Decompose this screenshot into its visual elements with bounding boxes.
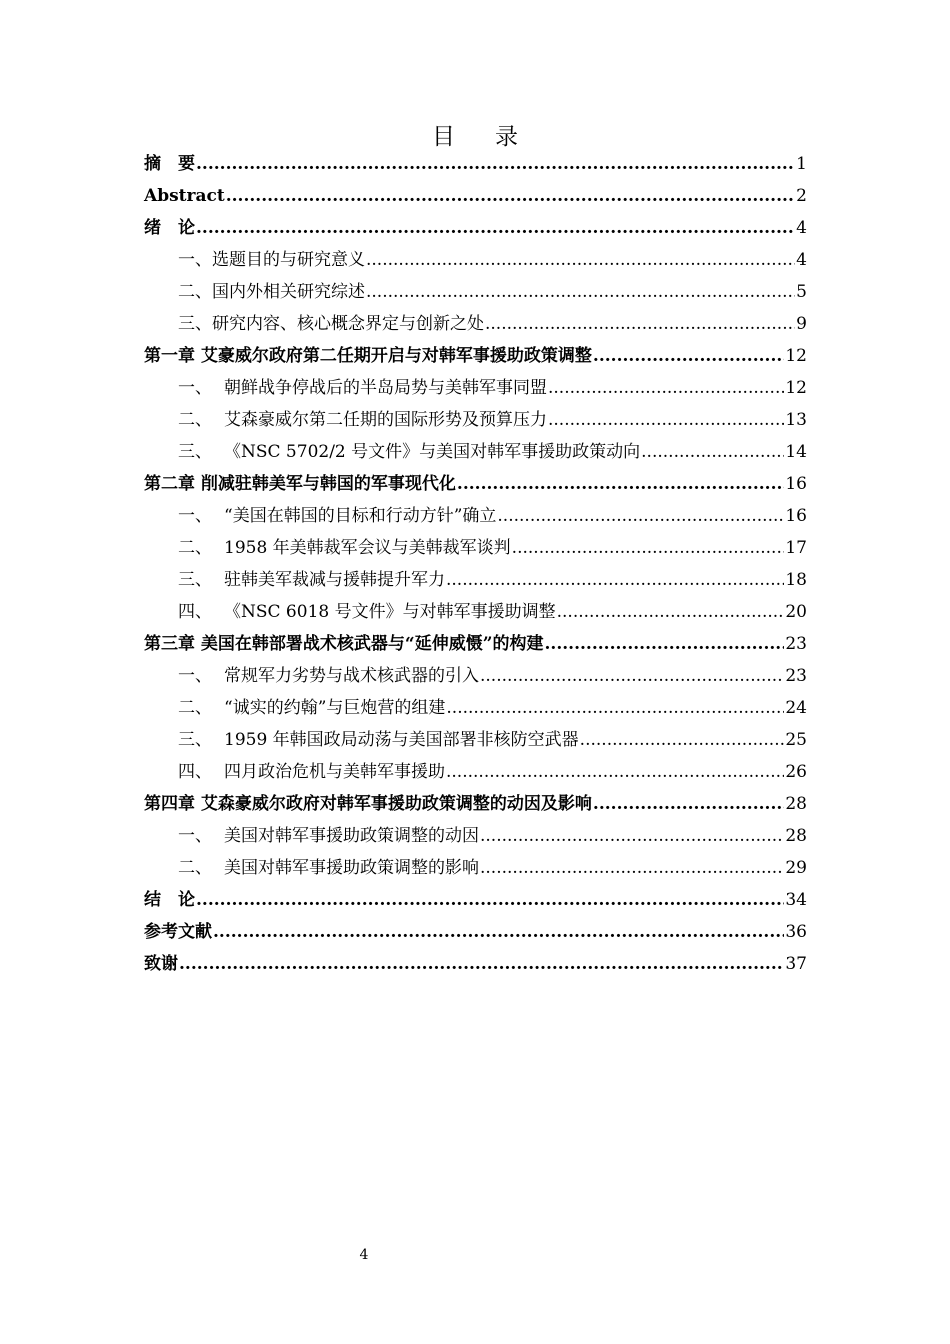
toc-entry-text: 1958 年美韩裁军会议与美韩裁军谈判	[224, 538, 511, 558]
toc-entry-text: 常规军力劣势与战术核武器的引入	[224, 666, 479, 686]
toc-entry-text: 研究内容、核心概念界定与创新之处	[212, 314, 484, 334]
toc-entry-text: 《NSC 5702/2 号文件》与美国对韩军事援助政策动向	[224, 442, 641, 462]
toc-entry-page: 37	[785, 954, 807, 974]
toc-entry[interactable]	[144, 948, 807, 980]
toc-entry[interactable]	[144, 340, 807, 372]
toc-entry-text: 第四章 艾森豪威尔政府对韩军事援助政策调整的动因及影响	[144, 794, 592, 814]
toc-entry-number: 三、	[178, 314, 212, 334]
toc-entry-text: 参考文献	[144, 922, 212, 942]
toc-entry-text: 美国对韩军事援助政策调整的动因	[224, 826, 479, 846]
dot-leader	[196, 148, 795, 180]
toc-entry-number: 二、	[178, 410, 212, 430]
toc-entry-text: 《NSC 6018 号文件》与对韩军事援助调整	[224, 602, 556, 622]
toc-subentry[interactable]	[144, 564, 807, 596]
dot-leader	[480, 820, 784, 852]
toc-entry-text: 四月政治危机与美韩军事援助	[224, 762, 445, 782]
dot-leader	[196, 884, 784, 916]
toc-entry-text: 驻韩美军裁减与援韩提升军力	[224, 570, 445, 590]
toc-entry-page: 4	[796, 250, 807, 270]
toc-entry-text: “诚实的约翰”与巨炮营的组建	[224, 698, 446, 718]
toc-entry-number: 三、	[178, 730, 212, 750]
toc-entry-page: 5	[796, 282, 807, 302]
toc-entry[interactable]	[144, 468, 807, 500]
dot-leader	[544, 628, 784, 660]
dot-leader	[213, 916, 784, 948]
toc-entry-number: 一、	[178, 250, 212, 270]
toc-entry[interactable]	[144, 916, 807, 948]
dot-leader	[548, 404, 784, 436]
toc-entry[interactable]	[144, 884, 807, 916]
toc-entry-number: 一、	[178, 506, 212, 526]
toc-entry-text: 选题目的与研究意义	[212, 250, 365, 270]
toc-entry-number: 一、	[178, 378, 212, 398]
toc-entry-number: 三、	[178, 570, 212, 590]
dot-leader	[446, 692, 784, 724]
toc-entry[interactable]	[144, 628, 807, 660]
toc-entry-number: 二、	[178, 698, 212, 718]
toc-entry-number: 二、	[178, 538, 212, 558]
dot-leader	[557, 596, 785, 628]
toc-entry-page: 34	[785, 890, 807, 910]
toc-subentry[interactable]	[144, 308, 807, 340]
toc-entry-text: 朝鲜战争停战后的半岛局势与美韩军事同盟	[224, 378, 547, 398]
dot-leader	[593, 340, 784, 372]
dot-leader	[446, 756, 784, 788]
toc-entry-text: Abstract	[144, 186, 225, 206]
dot-leader	[446, 564, 784, 596]
toc-entry[interactable]	[144, 148, 807, 180]
toc-entry-text: 第一章 艾豪威尔政府第二任期开启与对韩军事援助政策调整	[144, 346, 592, 366]
dot-leader	[548, 372, 784, 404]
toc-entry-text: 国内外相关研究综述	[212, 282, 365, 302]
dot-leader	[580, 724, 785, 756]
toc-title-right: 录	[495, 124, 518, 150]
toc-entry-page: 23	[785, 666, 807, 686]
toc-entry-text: 结 论	[144, 890, 195, 910]
dot-leader	[179, 948, 784, 980]
toc-entry-page: 16	[785, 474, 807, 494]
toc-entry-number: 四、	[178, 762, 212, 782]
toc-entry-page: 2	[796, 186, 807, 206]
toc-entry-text: 致谢	[144, 954, 178, 974]
toc-subentry[interactable]	[144, 724, 807, 756]
table-of-contents	[144, 148, 807, 980]
toc-entry[interactable]	[144, 212, 807, 244]
toc-entry-page: 16	[785, 506, 807, 526]
toc-subentry[interactable]	[144, 596, 807, 628]
toc-entry-number: 一、	[178, 826, 212, 846]
toc-entry-text: 艾森豪威尔第二任期的国际形势及预算压力	[224, 410, 547, 430]
dot-leader	[457, 468, 784, 500]
toc-entry-number: 三、	[178, 442, 212, 462]
dot-leader	[485, 308, 795, 340]
toc-entry-page: 36	[785, 922, 807, 942]
toc-entry-number: 一、	[178, 666, 212, 686]
dot-leader	[196, 212, 795, 244]
toc-subentry[interactable]	[144, 756, 807, 788]
toc-entry-page: 18	[785, 570, 807, 590]
dot-leader	[226, 180, 795, 212]
toc-subentry[interactable]	[144, 372, 807, 404]
toc-subentry[interactable]	[144, 660, 807, 692]
toc-title-left: 目	[432, 124, 455, 150]
toc-entry-text: 摘 要	[144, 154, 195, 174]
toc-entry-text: 美国对韩军事援助政策调整的影响	[224, 858, 479, 878]
toc-entry-text: 第二章 削减驻韩美军与韩国的军事现代化	[144, 474, 456, 494]
dot-leader	[593, 788, 784, 820]
dot-leader	[480, 660, 784, 692]
toc-subentry[interactable]	[144, 404, 807, 436]
toc-entry-page: 14	[785, 442, 807, 462]
dot-leader	[641, 436, 784, 468]
toc-subentry[interactable]	[144, 500, 807, 532]
dot-leader	[366, 276, 795, 308]
toc-entry-page: 24	[785, 698, 807, 718]
toc-entry-page: 28	[785, 826, 807, 846]
toc-entry-page: 26	[785, 762, 807, 782]
toc-entry-page: 20	[785, 602, 807, 622]
dot-leader	[512, 532, 785, 564]
toc-title	[0, 118, 950, 151]
dot-leader	[366, 244, 795, 276]
toc-subentry[interactable]	[144, 244, 807, 276]
toc-entry-page: 17	[785, 538, 807, 558]
toc-subentry[interactable]	[144, 692, 807, 724]
toc-subentry[interactable]	[144, 820, 807, 852]
toc-entry-number: 二、	[178, 282, 212, 302]
toc-entry[interactable]	[144, 180, 807, 212]
toc-entry-page: 28	[785, 794, 807, 814]
toc-entry-number: 二、	[178, 858, 212, 878]
toc-entry-text: 绪 论	[144, 218, 195, 238]
toc-entry-page: 12	[785, 346, 807, 366]
toc-entry[interactable]	[144, 788, 807, 820]
dot-leader	[497, 500, 784, 532]
toc-entry-text: 1959 年韩国政局动荡与美国部署非核防空武器	[224, 730, 579, 750]
dot-leader	[480, 852, 784, 884]
toc-entry-page: 25	[785, 730, 807, 750]
toc-entry-page: 29	[785, 858, 807, 878]
toc-entry-page: 4	[796, 218, 807, 238]
toc-entry-page: 1	[796, 154, 807, 174]
toc-entry-page: 13	[785, 410, 807, 430]
toc-entry-text: “美国在韩国的目标和行动方针”确立	[224, 506, 497, 526]
toc-entry-page: 12	[785, 378, 807, 398]
toc-subentry[interactable]	[144, 852, 807, 884]
toc-subentry[interactable]	[144, 532, 807, 564]
toc-entry-number: 四、	[178, 602, 212, 622]
toc-entry-page: 23	[785, 634, 807, 654]
page-number: 4	[359, 1247, 369, 1263]
toc-entry-text: 第三章 美国在韩部署战术核武器与“延伸威慑”的构建	[144, 634, 544, 654]
toc-entry-page: 9	[796, 314, 807, 334]
toc-subentry[interactable]	[144, 276, 807, 308]
toc-subentry[interactable]	[144, 436, 807, 468]
